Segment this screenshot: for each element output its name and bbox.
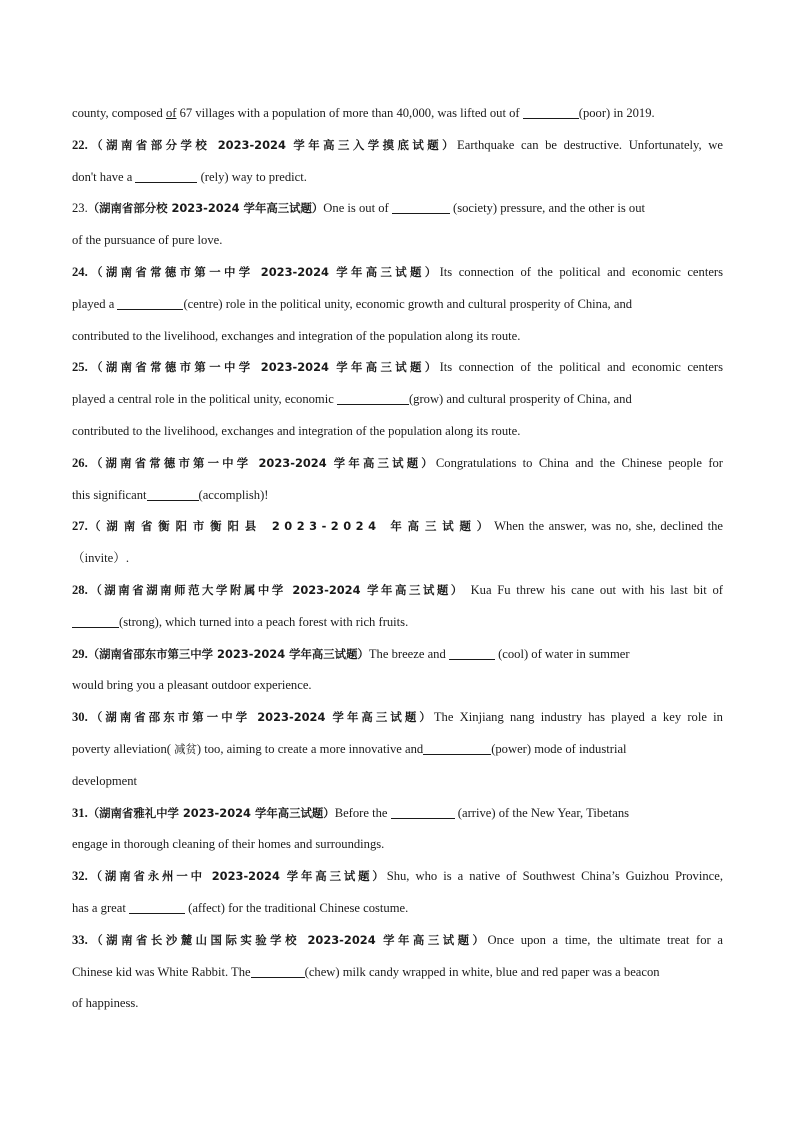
answer-blank-31[interactable]: [391, 805, 455, 819]
worksheet-page: [72, 98, 723, 1020]
question-source: （湖南省雅礼中学 2023-2024 学年高三试题）: [87, 805, 335, 820]
question-number: 29.: [72, 646, 88, 661]
question-source: （湖南省长沙麓山国际实验学校 2023-2024 学年高三试题）: [87, 932, 488, 947]
question-33-line-2: Chinese kid was White Rabbit. The (chew) milk candy wrapped in white, blue and red paper was a beacon: [72, 964, 660, 979]
question-number: 24.: [72, 264, 88, 279]
question-30-line-3: development: [72, 773, 138, 788]
question-source: （湖南省衡阳市衡阳县 2023-2024 年高三试题）: [87, 519, 495, 534]
question-source: （湖南省邵东市第三中学 2023-2024 学年高三试题）: [87, 646, 369, 661]
answer-blank-26[interactable]: [147, 487, 199, 501]
question-32-line-1: 32.（湖南省永州一中 2023-2024 学年高三试题）Shu, who is a native of Southwest China’s Guizhou Province,: [72, 869, 723, 884]
question-source: （湖南省常德市第一中学 2023-2024 学年高三试题）: [87, 264, 440, 279]
question-27-line-1: 27.（湖南省衡阳市衡阳县 2023-2024 年高三试题）When the answer, was no, she, declined the: [72, 519, 723, 534]
question-number: 28.: [72, 582, 88, 597]
question-28-line-1: 28.（湖南省湖南师范大学附属中学 2023-2024 学年高三试题） Kua Fu threw his cane out with his last bit of: [72, 582, 723, 597]
answer-blank-30[interactable]: [423, 741, 491, 755]
question-source: （湖南省永州一中 2023-2024 学年高三试题）: [87, 869, 387, 884]
question-source: （湖南省部分学校 2023-2024 学年高三入学摸底试题）: [87, 137, 458, 152]
question-33-line-1: 33.（湖南省长沙麓山国际实验学校 2023-2024 学年高三试题）Once upon a time, the ultimate treat for a: [72, 932, 723, 947]
answer-blank-29[interactable]: [449, 646, 495, 660]
question-number: 31.: [72, 805, 88, 820]
question-source: （湖南省部分校 2023-2024 学年高三试题）: [87, 201, 324, 216]
question-source: （湖南省常德市第一中学 2023-2024 学年高三试题）: [87, 455, 436, 470]
question-22-line-1: 22.（湖南省部分学校 2023-2024 学年高三入学摸底试题）Earthquake can be destructive. Unfortunately, we: [72, 137, 723, 152]
question-24-line-2: played a (centre) role in the political unity, economic growth and cultural prosperity of China, and: [72, 296, 633, 311]
question-number: 30.: [72, 710, 88, 725]
answer-blank-33[interactable]: [251, 964, 305, 978]
question-25-line-2: played a central role in the political unity, economic (grow) and cultural prosperity of China, and: [72, 392, 632, 407]
answer-blank-24[interactable]: [117, 296, 183, 310]
question-23-line-1: 23.（湖南省部分校 2023-2024 学年高三试题）One is out of (society) pressure, and the other is out: [72, 201, 646, 216]
question-24-line-1: 24.（湖南省常德市第一中学 2023-2024 学年高三试题）Its connection of the political and economic centers: [72, 264, 723, 279]
answer-blank-21[interactable]: [523, 105, 579, 119]
answer-blank-22[interactable]: [135, 169, 197, 183]
question-31-line-1: 31.（湖南省雅礼中学 2023-2024 学年高三试题）Before the (arrive) of the New Year, Tibetans: [72, 805, 630, 820]
question-source: （湖南省邵东市第一中学 2023-2024 学年高三试题）: [87, 710, 434, 725]
question-23-line-2: of the pursuance of pure love.: [72, 233, 223, 248]
question-31-line-2: engage in thorough cleaning of their homes and surroundings.: [72, 837, 385, 852]
question-number: 23.: [72, 201, 88, 216]
question-number: 33.: [72, 932, 88, 947]
question-29-line-2: would bring you a pleasant outdoor experience.: [72, 678, 312, 693]
question-27-line-2: （invite）.: [72, 551, 130, 566]
question-number: 22.: [72, 137, 88, 152]
question-32-line-2: has a great (affect) for the traditional Chinese costume.: [72, 900, 409, 915]
question-source: （湖南省常德市第一中学 2023-2024 学年高三试题）: [87, 360, 440, 375]
question-33-line-3: of happiness.: [72, 996, 139, 1011]
question-25-line-3: contributed to the livelihood, exchanges and integration of the population along its route.: [72, 423, 521, 438]
question-25-line-1: 25.（湖南省常德市第一中学 2023-2024 学年高三试题）Its connection of the political and economic centers: [72, 360, 723, 375]
answer-blank-32[interactable]: [129, 900, 185, 914]
question-24-line-3: contributed to the livelihood, exchanges and integration of the population along its route.: [72, 328, 521, 343]
question-28-line-2: (strong), which turned into a peach forest with rich fruits.: [72, 607, 723, 639]
question-number: 32.: [72, 869, 88, 884]
answer-blank-25[interactable]: [337, 391, 409, 405]
question-30-line-2: poverty alleviation( 减贫) too, aiming to create a more innovative and (power) mode of industrial: [72, 741, 627, 756]
question-26-line-1: 26.（湖南省常德市第一中学 2023-2024 学年高三试题）Congratulations to China and the Chinese people for: [72, 455, 723, 470]
question-source: （湖南省湖南师范大学附属中学 2023-2024 学年高三试题）: [87, 582, 465, 597]
question-number: 27.: [72, 519, 88, 534]
question-number: 26.: [72, 455, 88, 470]
question-22-line-2: don't have a (rely) way to predict.: [72, 169, 307, 184]
question-number: 25.: [72, 360, 88, 375]
answer-blank-23[interactable]: [392, 200, 450, 214]
answer-blank-28[interactable]: [72, 614, 119, 628]
question-30-line-1: 30.（湖南省邵东市第一中学 2023-2024 学年高三试题）The Xinjiang nang industry has played a key role in: [72, 710, 723, 725]
question-21-line-1: county, composed of 67 villages with a population of more than 40,000, was lifted out of (poor) in 2019.: [72, 106, 655, 120]
question-29-line-1: 29.（湖南省邵东市第三中学 2023-2024 学年高三试题）The breeze and (cool) of water in summer: [72, 646, 630, 661]
question-26-line-2: this significant (accomplish)!: [72, 487, 269, 502]
